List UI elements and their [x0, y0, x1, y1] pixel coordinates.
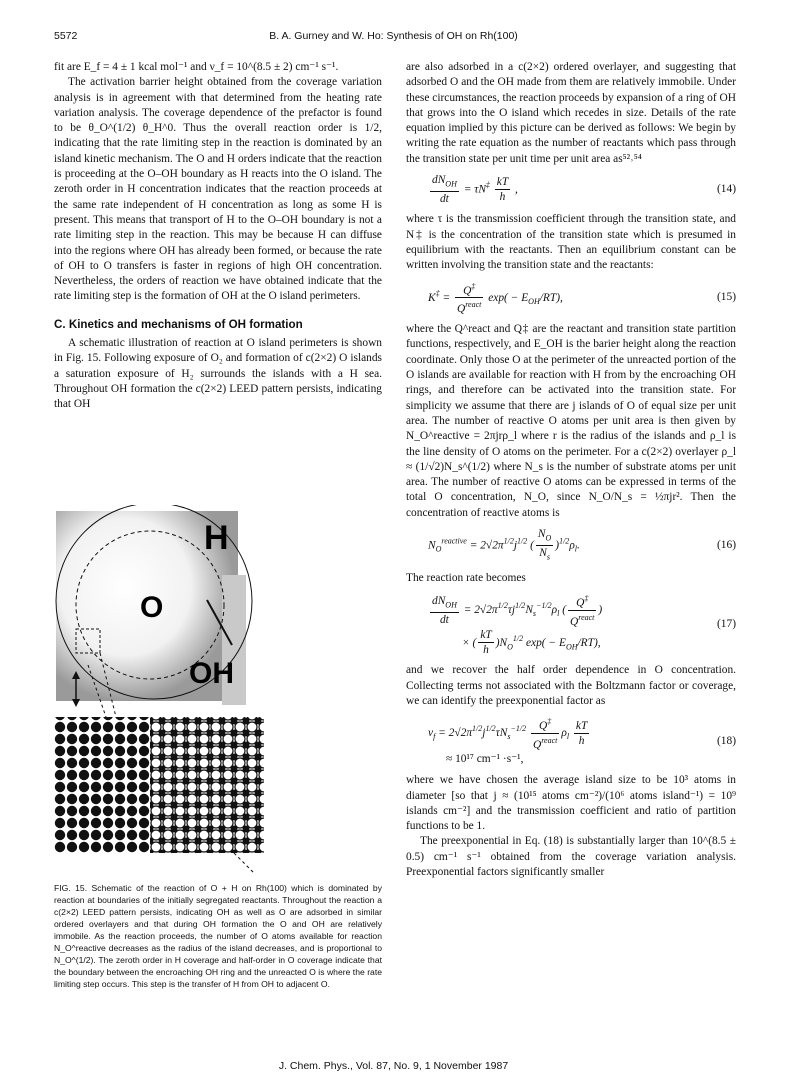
paragraph-r1: are also adsorbed in a c(2×2) ordered overlayer, and suggesting that adsorbed O and the OH made from them are relatively immobile. Under these circumstances, the reaction proceeds by expansion of a ring of OH that grows into the O island which recedes in size. Details of the rate equation implied by this picture can be derived as follows: We begin by writing the rate equation as the number of reactants which pass through the transition state per unit time per unit area as⁵²˒⁵⁴: [406, 61, 736, 165]
figure-15-schematic: [54, 505, 382, 875]
equation-14-number: (14): [717, 183, 736, 196]
running-title: B. A. Gurney and W. Ho: Synthesis of OH on Rh(100): [269, 30, 518, 42]
left-column: [54, 60, 382, 413]
equation-14: $\frac{dN_{OH}}{dt}$ = τN‡ $\frac{kT}{h}$ , (14): [432, 174, 736, 206]
zoom-line-right: [234, 853, 254, 873]
paragraph-r6: where we have chosen the average island size to be 10³ atoms in diameter [so that j ≈ (10¹⁵ atoms cm⁻²)/(10⁶ atoms island⁻¹) = 10⁹ islands cm⁻²] and the transmission coefficient and ratio of partition functions to be 1.: [406, 774, 736, 833]
figure-15: [54, 505, 382, 875]
equation-17: $\frac{dN_{OH}}{dt}$ = $2√2\pi^{1/2}\tau j^{1/2}N_s^{-1/2}\rho_l$ ( $\frac{Q^\ddagger}{Q^{react}}$ ) × ( $\frac{kT}{h}$ )$N_O^{1/2}$ $\exp( - E_{OH}/RT)$, (17): [432, 593, 736, 657]
paragraph-0: fit are E_f = 4 ± 1 kcal mol⁻¹ and ν_f = 10^(8.5 ± 2) cm⁻¹ s⁻¹.: [54, 61, 339, 73]
paragraph-r5: and we recover the half order dependence in O concentration. Collecting terms not associated with the Boltzmann factor or coverage, we can identify the preexponential factor as: [406, 664, 736, 708]
equation-18-number: (18): [717, 734, 736, 747]
journal-citation: J. Chem. Phys., Vol. 87, No. 9, 1 November 1987: [278, 1060, 509, 1072]
equation-16-number: (16): [717, 539, 736, 552]
equation-17-number: (17): [717, 618, 736, 630]
lattice-o-region: [150, 717, 264, 853]
equation-16: $N_O^{reactive} = 2√2\pi^{1/2}j^{1/2}$ ( $\frac{N_O}{N_s}$ )$^{1/2}\rho_l$. (16): [428, 528, 736, 562]
label-oh: OH: [189, 657, 234, 690]
equation-18-result: ≈ 10¹⁷ cm⁻¹ ·s⁻¹,: [446, 752, 524, 765]
section-heading: C. Kinetics and mechanisms of OH formation: [54, 317, 303, 331]
paragraph-1: The activation barrier height obtained from the coverage variation analysis is in agreement with that determined from the heating rate variation analysis. The coverage dependence of the prefactor is found to be θ_O^(1/2) θ_H^0. Thus the overall reaction order is 1/2, indicating that the rate limiting step in the reaction is dominated by an island kinetic mechanism. The O and H orders indicate that the reaction is proceeding at the O–OH boundary as H reacts into the O island. The zeroth order in H concentration indicates that the reaction proceeds at the same rate independent of H concentration as long as some H is present. This means that transport of H to the O–OH boundary is not a rate limiting step in the reaction. This may be because H can diffuse into the regions where OH has already been formed, or because the rate of OH to O transfers is faster in regions of high OH concentration. Nevertheless, the orders of reaction we have obtained indicate that the rate limiting step is the formation of OH at the O island perimeters.: [54, 76, 382, 303]
paragraph-r2: where τ is the transmission coefficient through the transition state, and N‡ is the concentration of the transition state which is presumed in equilibrium with the reactants. Then an equilibrium constant can be written involving the transition state and the reactants:: [406, 213, 736, 272]
paragraph-2: A schematic illustration of reaction at O island perimeters is shown in Fig. 15. Following exposure of O₂ and formation of c(2×2) O islands a saturation exposure of H₂ surrounds the islands with a H sea. Throughout OH formation the c(2×2) LEED pattern persists, indicating that OH: [54, 337, 382, 411]
right-column: [406, 60, 736, 880]
equation-15: K‡ = $\frac{Q^\ddagger}{Q^{react}}$ $\exp( - E_{OH}/RT)$, (15): [428, 281, 736, 316]
paragraph-r7: The preexponential in Eq. (18) is substantially larger than 10^(8.5 ± 0.5) cm⁻¹ s⁻¹ obtained from the coverage variation analysis. Preexponential factors significantly smaller: [406, 835, 736, 879]
equation-15-number: (15): [717, 291, 736, 304]
label-h: H: [204, 519, 229, 557]
label-o: O: [140, 591, 164, 624]
paragraph-r4: The reaction rate becomes: [406, 571, 526, 584]
double-arrow-head-bottom: [72, 699, 80, 707]
paragraph-r3: where the Q^react and Q‡ are the reactant and transition state partition functions, respectively, and E_OH is the barier height along the reaction coordinate. Only those O at the perimeter of the unreacted portion of the O islands are available for reaction with H from by the encroaching OH rings, and therefore can be activated into the transition state. For simplicity we assume that there are j islands of O of equal size per unit area. The number of reactive O atoms per unit area is then given by N_O^reactive = 2πjrρ_l where r is the radius of the islands and ρ_l is the line density of O atoms on the perimeter. For a c(2×2) overlayer ρ_l ≈ (1/√2)N_s^(1/2) where N_s is the number of substrate atoms per unit area. The number of reactive O atoms can be expressed in terms of the total O concentration, N_O, since N_O/N_s = ½πjr². Then the concentration of reactive atoms is: [406, 323, 736, 519]
page-number: 5572: [54, 30, 78, 42]
figure-caption: FIG. 15. Schematic of the reaction of O + H on Rh(100) which is dominated by reaction at boundaries of the initially segregated reactants. Throughout the reaction a c(2×2) LEED pattern persists, indicating OH as well as O are adsorbed in similar ordered overlayers and that during OH formation the O and OH are relatively immobile. As the reaction proceeds, the number of O atoms available for reaction N_O^reactive decreases as the radius of the island decreases, and is proportional to N_O^(1/2). The zeroth order in H coverage and half-order in O coverage indicate that the boundary between the encroaching OH ring and the unreacted O is where the rate limiting step occurs. This step is the transfer of H from OH to adjacent O.: [54, 883, 382, 989]
equation-18: $\nu_f = 2√2\pi^{1/2}j^{1/2}\tau N_s^{-1/2}$ $\frac{Q^\ddagger}{Q^{react}}$ $\rho_l$ $\frac{kT}{h}$ ≈ 10¹⁷ cm⁻¹ ·s⁻¹, (18): [428, 717, 736, 765]
